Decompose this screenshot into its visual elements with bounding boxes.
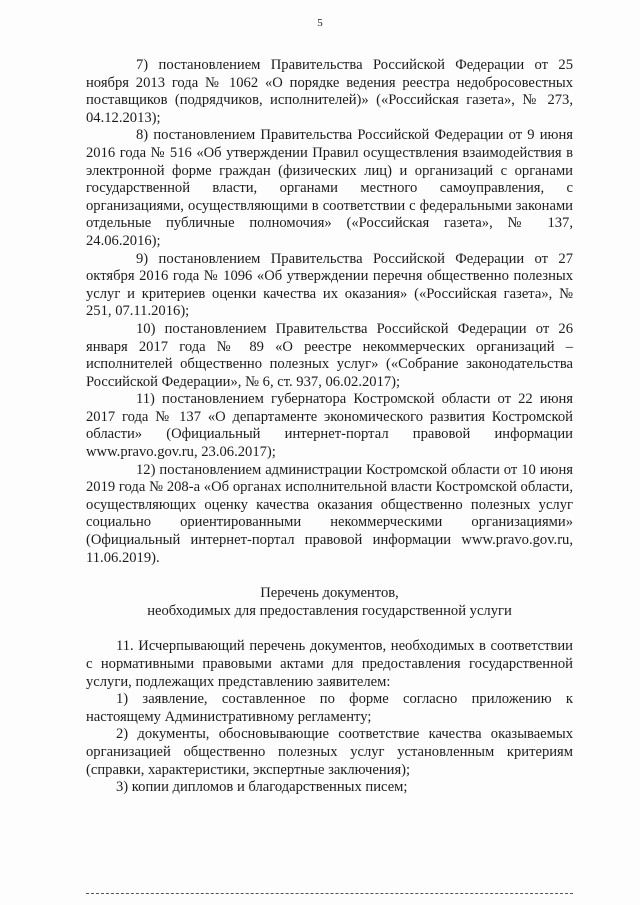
page-number: 5: [317, 17, 323, 29]
documents-lead-paragraph: 11. Исчерпывающий перечень документов, необходимых в соответствии с нормативными правовыми актами для предоставления государственной услуги, подлежащих представлению заявителем:: [86, 638, 573, 690]
scan-artifact-line: [86, 893, 573, 897]
act-item-12: 12) постановлением администрации Костромской области от 10 июня 2019 года № 208-а «Об органах исполнительной власти Костромской области, осуществляющих оценку качества оказания общественно полезных услуг социально ориентированными некоммерческими организациями» (Официальный интернет-портал правовой информации www.pravo.gov.ru, 11.06.2019).: [86, 461, 573, 566]
act-item-8: 8) постановлением Правительства Российской Федерации от 9 июня 2016 года № 516 «Об утверждении Правил осуществления взаимодействия в электронной форме граждан (физических лиц) и организаций с органами государственной власти, органами местного самоуправления, с организациями, осуществляющими в соответствии с федеральными законами отдельные публичные полномочия» («Российская газета», № 137, 24.06.2016);: [86, 127, 573, 249]
act-item-9: 9) постановлением Правительства Российской Федерации от 27 октября 2016 года № 1096 «Об утверждении перечня общественно полезных услуг и критериев оценки качества их оказания» («Российская газета», № 251, 07.11.2016);: [86, 250, 573, 320]
act-item-11: 11) постановлением губернатора Костромской области от 22 июня 2017 года № 137 «О департаменте экономического развития Костромской области» (Официальный интернет-портал правовой информации www.pravo.gov.ru, 23.06.2017);: [86, 391, 573, 461]
section-heading-line-2: необходимых для предоставления государственной услуги: [147, 602, 512, 619]
document-item-3: 3) копии дипломов и благодарственных писем;: [116, 779, 408, 796]
section-heading-line-1: Перечень документов,: [260, 585, 399, 602]
act-item-10: 10) постановлением Правительства Российской Федерации от 26 января 2017 года № 89 «О реестре некоммерческих организаций – исполнителей общественно полезных услуг» («Собрание законодательства Российской Федерации», № 6, ст. 937, 06.02.2017);: [86, 320, 573, 390]
document-item-2: 2) документы, обосновывающие соответствие качества оказываемых организацией общественно полезных услуг установленным критериям (справки, характеристики, экспертные заключения);: [86, 726, 573, 778]
section-heading: [86, 585, 573, 620]
act-item-7: 7) постановлением Правительства Российской Федерации от 25 ноября 2013 года № 1062 «О порядке ведения реестра недобросовестных поставщиков (подрядчиков, исполнителей)» («Российская газета», № 273, 04.12.2013);: [86, 57, 573, 126]
document-item-1: 1) заявление, составленное по форме согласно приложению к настоящему Административному регламенту;: [86, 691, 573, 725]
page-content: [86, 57, 573, 797]
